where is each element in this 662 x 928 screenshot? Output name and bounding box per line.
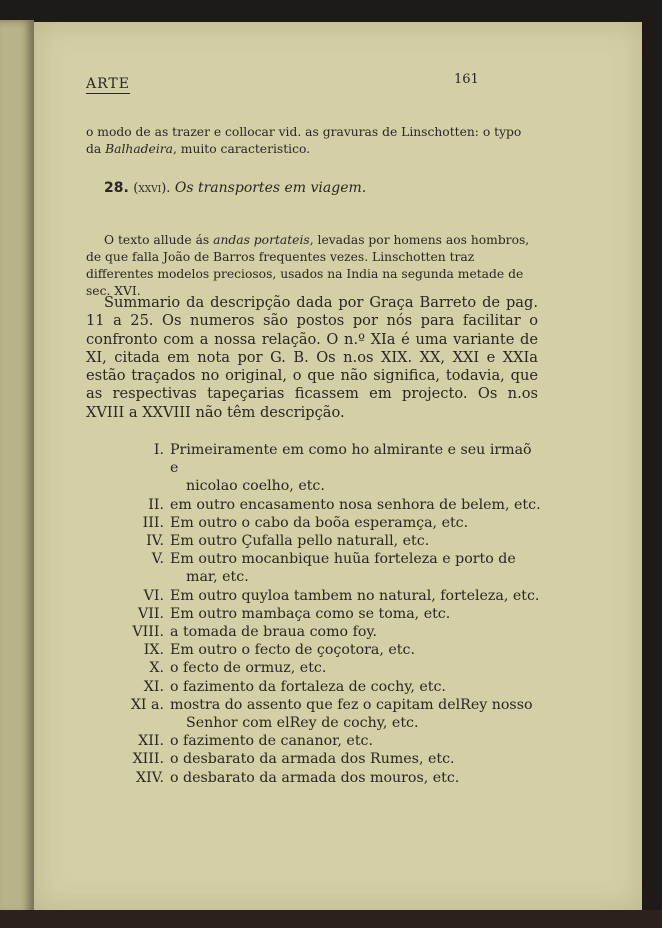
list-item xyxy=(86,696,542,732)
list-item-text xyxy=(170,659,542,677)
list-item-text xyxy=(170,605,542,623)
list-item-number: VII. xyxy=(138,605,164,622)
tapestry-list xyxy=(86,441,542,787)
list-item xyxy=(86,769,542,787)
list-item-line: Em outro Çufalla pello naturall, etc. xyxy=(170,533,430,550)
section-heading xyxy=(104,180,366,196)
list-item-line: Em outro mambaça como se toma, etc. xyxy=(170,605,451,622)
list-item-number: I. xyxy=(153,442,164,458)
list-item-text xyxy=(170,514,542,532)
list-item-text xyxy=(170,750,542,768)
list-item xyxy=(86,441,542,496)
note-text-2: , levadas por homens aos hombros, de que falla João de Barros frequentes vezes. Linschotten traz differentes modelos preciosos, usados na India na segunda metade de sec. XVI. xyxy=(86,233,530,298)
list-item xyxy=(86,496,542,514)
list-item-text xyxy=(170,769,542,787)
list-item xyxy=(86,732,542,750)
list-item-line: o fazimento de cananor, etc. xyxy=(170,733,373,750)
list-item xyxy=(86,659,542,677)
list-item-line: em outro encasamento nosa senhora de belem, etc. xyxy=(170,496,541,513)
list-item-number: VIII. xyxy=(132,624,164,641)
list-item-number: III. xyxy=(142,514,164,531)
list-item-text xyxy=(170,696,542,732)
list-item-text xyxy=(170,623,542,641)
list-item-text xyxy=(170,641,542,659)
list-item xyxy=(86,750,542,768)
list-item-number: IV. xyxy=(146,533,164,550)
list-item-number: XIV. xyxy=(136,769,164,786)
list-item-line: o desbarato da armada dos mouros, etc. xyxy=(170,769,460,786)
note-text-1: O texto allude ás xyxy=(104,233,214,247)
list-item xyxy=(86,641,542,659)
list-item xyxy=(86,605,542,623)
note-paragraph xyxy=(86,232,538,300)
list-item-text xyxy=(170,496,542,514)
list-item-line: Em outro o cabo da boõa esperamça, etc. xyxy=(170,514,469,531)
list-item-text xyxy=(170,550,542,586)
note-italic: andas portateis xyxy=(213,233,310,247)
list-item-line: a tomada de braua como foy. xyxy=(170,624,378,641)
list-item-line: mostra do assento que fez o capitam delRey nosso xyxy=(170,696,533,713)
list-item-number: X. xyxy=(149,660,164,677)
list-item xyxy=(86,532,542,550)
list-item-text xyxy=(170,441,542,496)
list-item-continuation: Senhor com elRey de cochy, etc. xyxy=(186,715,419,732)
list-item xyxy=(86,587,542,605)
section-title: Os transportes em viagem. xyxy=(174,180,367,196)
list-item-number: XII. xyxy=(138,733,164,750)
list-item-text xyxy=(170,532,542,550)
list-item-number: V. xyxy=(151,551,164,568)
list-item-line: o desbarato da armada dos Rumes, etc. xyxy=(170,751,455,768)
list-item-line: Primeiramente em como ho almirante e seu irmaõ e xyxy=(170,442,532,477)
list-item-line: o fazimento da fortaleza de cochy, etc. xyxy=(170,678,446,695)
list-item-line: Em outro mocanbique huũa forteleza e porto de xyxy=(170,551,516,568)
list-item xyxy=(86,623,542,641)
list-item-line: Em outro quyloa tambem no natural, forteleza, etc. xyxy=(170,587,540,604)
section-roman: (xxvi). xyxy=(133,181,171,196)
top-paragraph-italic: Balhadeira xyxy=(105,142,173,156)
list-item-line: o fecto de ormuz, etc. xyxy=(170,660,327,677)
running-head: ARTE xyxy=(86,76,130,92)
bottom-edge xyxy=(0,910,662,928)
list-item-number: II. xyxy=(148,496,164,513)
list-item-text xyxy=(170,587,542,605)
list-item xyxy=(86,514,542,532)
list-item-line: Em outro o fecto de çoçotora, etc. xyxy=(170,642,415,659)
list-item-number: XI a. xyxy=(130,696,164,713)
list-item-number: VI. xyxy=(143,587,164,604)
top-paragraph xyxy=(86,124,538,158)
book-gutter xyxy=(0,20,34,915)
list-item-continuation: mar, etc. xyxy=(186,569,249,586)
list-item xyxy=(86,678,542,696)
list-item xyxy=(86,550,542,586)
list-item-continuation: nicolao coelho, etc. xyxy=(186,478,325,495)
section-number: 28. xyxy=(104,180,129,196)
page-number: 161 xyxy=(454,72,479,87)
list-item-number: XIII. xyxy=(132,751,164,768)
list-item-number: XI. xyxy=(143,678,164,695)
top-paragraph-text-2: , muito caracteristico. xyxy=(172,142,311,156)
summary-paragraph: Summario da descripção dada por Graça Barreto de pag. 11 a 25. Os numeros são postos por nós para facilitar o confronto com a nossa relação. O n.º XIa é uma variante de XI, citada em nota por G. B. Os n.os XIX. XX, XXI e XXIa estão traçados no original, o que não significa, todavia, que as respectivas tapeçarias ficassem em projecto. Os n.os XVIII a XXVIII não têm descripção. xyxy=(86,294,538,421)
top-paragraph-text-1: o modo de as trazer e collocar vid. as gravuras de Linschotten: o typo da xyxy=(86,125,522,156)
list-item-number: IX. xyxy=(143,642,164,659)
list-item-text xyxy=(170,732,542,750)
list-item-text xyxy=(170,678,542,696)
